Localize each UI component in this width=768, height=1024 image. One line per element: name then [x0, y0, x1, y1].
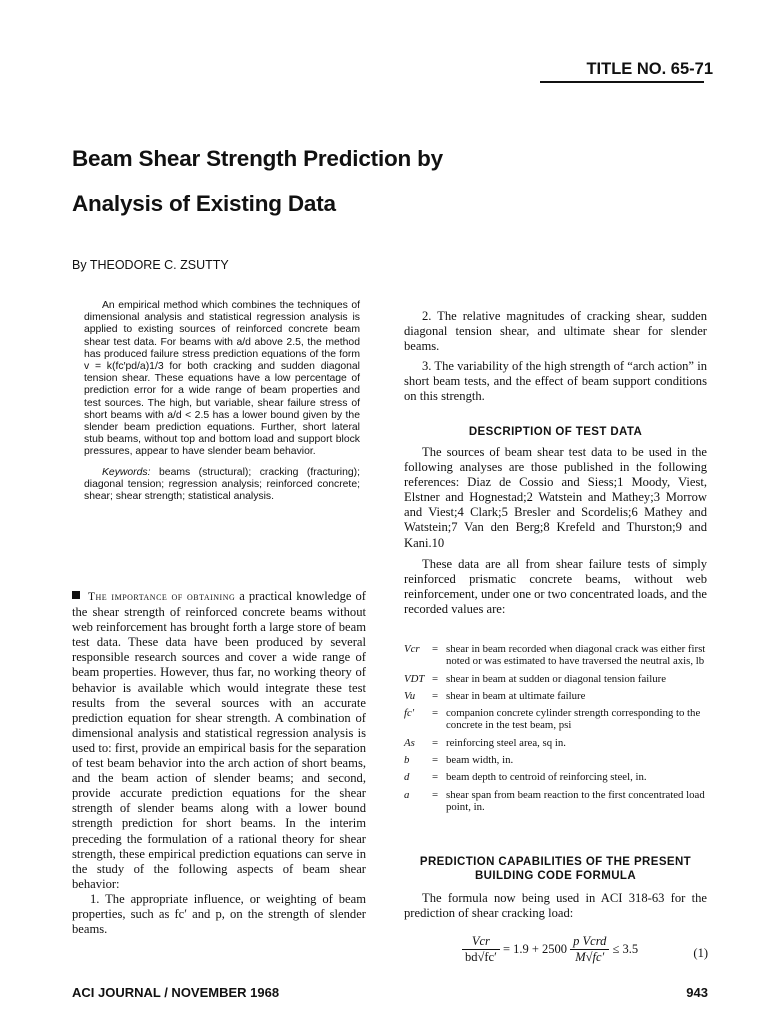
code-formula-text [404, 891, 707, 921]
list-item-1: 1. The appropriate influence, or weighting of beam properties, such as fc′ and p, on the strength of slender beams. [72, 891, 366, 937]
intro-text: a practical knowledge of the shear strength of reinforced concrete beams without web reinforcement has brought forth a large store of beam test data. These data have been produced by several responsible research sources and cover a wide range of beam properties. However, thus far, no working theory of behavior is available which would integrate these test results from the several sources with an accurate prediction equation for shear strength. A combination of dimensional analysis and statistical regression analysis is used to: first, provide an empirical basis for the separation of test beam behavior into the arch action of short beams, and the beam action of slender beams; and second, provide accurate prediction equations for the shear strength of slender beams along with a lower bound strength prediction for short beams. In the interim preceding the formulation of a rational theory for shear strength, these empirical prediction equations can serve in the study of the following aspects of beam shear behavior: [72, 589, 366, 891]
recorded-values-paragraph: These data are all from shear failure tests of simply reinforced prismatic concrete beams, without web reinforcement, under one or two concentrated loads, and the recorded values are: [404, 556, 707, 616]
definitions-list [404, 643, 707, 818]
abstract-body: An empirical method which combines the techniques of dimensional analysis and statistical regression analysis is applied to existing sources of reinforced concrete beam shear test data. For beams with a/d above 2.5, the method has produced failure stress prediction equations of the form v = k(fc′pd/a)1/3 for both cracking and sudden diagonal tension shear. These equations have a low percentage of prediction error for a wide range of beam properties and test sources. The high, but variable, shear failure stress of short beams with a/d < 2.5 has a lower bound given by the slender beam prediction equations. Further, short lateral stub beams, without top and bottom load and support block pressures, appear to have slender beam behavior. [84, 300, 360, 458]
definition-b: b = beam width, in. [404, 754, 514, 767]
author-byline: By THEODORE C. ZSUTTY [72, 258, 229, 272]
equation-middle: = 1.9 + 2500 [502, 942, 568, 956]
equation-lhs-fraction: $\frac{\text{Vcr}}{bd√fc'}$ [462, 934, 500, 965]
definition-vcr: Vcr = shear in beam recorded when diagonal crack was either first noted or was estimated to have traversed the neutral axis, lb [404, 643, 706, 668]
section-heading-code-formula: PREDICTION CAPABILITIES OF THE PRESENT BUILDING CODE FORMULA [419, 856, 692, 882]
footer-journal: ACI JOURNAL / NOVEMBER 1968 [72, 985, 280, 1000]
list-item-2: 2. The relative magnitudes of cracking shear, sudden diagonal tension shear, and ultimate shear for slender beams. [404, 309, 707, 354]
keywords-label: Keywords: [102, 466, 151, 478]
abstract [84, 300, 360, 503]
title-rule [540, 81, 704, 83]
title-number: TITLE NO. 65-71 [586, 60, 713, 78]
code-formula-paragraph: The formula now being used in ACI 318-63 for the prediction of shear cracking load: [404, 891, 707, 921]
left-column [72, 589, 366, 937]
definition-vu: Vu = shear in beam at ultimate failure [404, 689, 586, 702]
definition-as: As = reinforcing steel area, sq in. [404, 736, 566, 749]
equation-1 [462, 934, 708, 974]
section-heading-test-data: DESCRIPTION OF TEST DATA [468, 426, 643, 438]
definition-d: d = beam depth to centroid of reinforcing steel, in. [404, 771, 647, 784]
equation-number: (1) [693, 946, 708, 960]
abstract-keywords [84, 467, 360, 504]
paper-title-line-2: Analysis of Existing Data [72, 191, 336, 216]
definition-fc: fc′ = companion concrete cylinder strength corresponding to the concrete in the test beam, psi [404, 707, 701, 732]
intro-smallcaps: The importance of obtaining [88, 591, 236, 603]
definition-vdt: VDT = shear in beam at sudden or diagonal tension failure [404, 672, 667, 685]
equation-rhs-fraction: $\frac{\text{p Vcrd}}{M√fc'}$ [570, 934, 609, 965]
right-column-top [404, 309, 707, 405]
definition-a: a = shear span from beam reaction to the first concentrated load point, in. [404, 788, 705, 813]
paper-title-line-1: Beam Shear Strength Prediction by [72, 146, 443, 171]
equation-tail: ≤ 3.5 [612, 942, 639, 956]
list-item-3: 3. The variability of the high strength of “arch action” in short beam tests, and the effect of beam support conditions on this strength. [404, 359, 707, 404]
square-bullet-icon [72, 591, 80, 599]
references-paragraph: The sources of beam shear test data to be used in the following analyses are those published in the following references: Diaz de Cossio and Siess;1 Moody, Viest, Elstner and Hognestad;2 Watstein and Mathey;3 Morrow and Viest;4 Clark;5 Bresler and Scordelis;6 Mathey and Watstein;7 Van den Berg;8 Krefeld and Thurston;9 and Kani.10 [404, 445, 707, 550]
keywords-text: beams (structural); cracking (fracturing); diagonal tension; regression analysis; reinforced concrete; shear; shear strength; statistical analysis. [84, 466, 361, 503]
footer-page-number: 943 [686, 985, 708, 1000]
intro-paragraph [72, 589, 366, 892]
test-data-text [404, 445, 707, 617]
